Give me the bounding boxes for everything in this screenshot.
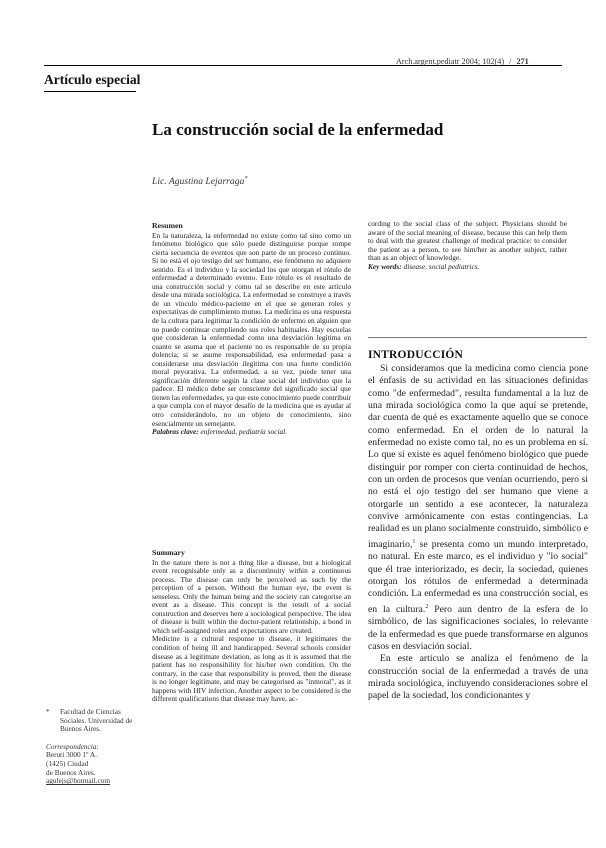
affiliation: Facultad de Ciencias Sociales. Universidad de Buenos Aires. bbox=[60, 707, 133, 734]
summary-keywords-label: Key words: bbox=[368, 261, 402, 271]
intro-body bbox=[368, 363, 588, 703]
summary-continuation: cording to the social class of the subject. Physicians should be aware of the social meaning of disease, because this can help them to deal with the greatest challenge of medical practice: to consider the patient as a person, to see him/her as another subject, rather than as an object of knowledge. bbox=[368, 219, 567, 263]
header-rule-left bbox=[44, 65, 388, 66]
summary-body: In the nature there is not a thing like a disease, but a biological event recognisable only as a discontinuity within a continuous process. The disease can only be perceived as such by the perception of a person. Without the human eye, the event is senseless. Only the human being and the society can categorise an event as a disease. This concept is the result of a social construction and deserves here a sociological perspective. The idea of disease is built within the doctor-patient relationship, a bond in which self-assigned roles and expectations are created. bbox=[152, 557, 351, 635]
intro-paragraph-2: En este artículo se analiza el fenómeno de la construcción social de la enfermedad a través de una mirada sociológica, incluyendo consideraciones sobre el papel de la sociedad, los condicionantes y bbox=[368, 653, 588, 702]
footnote bbox=[46, 708, 146, 786]
correspondence-label: Correspondencia: bbox=[46, 741, 99, 751]
summary-keywords: disease, social pediatrics. bbox=[403, 261, 480, 271]
ref-2: 2 bbox=[425, 603, 429, 610]
author-name: Lic. Agustina Lejarraga bbox=[152, 176, 245, 188]
summary-heading: Summary bbox=[152, 548, 185, 557]
journal-citation: Arch.argent.pediatr 2004; 102(4) bbox=[396, 57, 505, 66]
summary-body-2: Medicine is a cultural response to disease, it legitimates the condition of being ill and handicapped. Several schools consider disease as a legitimate deviation, as long as it is assumed that the patient has no responsibility for his/her own condition. On the contrary, in the case that responsibility is proved, then the disease is no longer legitimate, and may be categorised as "inmoral", as it happens with HIV infection. Another aspect to be considered is the different qualifications that disease may have, ac- bbox=[152, 634, 351, 704]
author-mark: * bbox=[244, 176, 248, 182]
abstract-english-continued bbox=[368, 220, 567, 271]
address-line-1: Beruti 3000 1º A. bbox=[46, 750, 97, 760]
resumen-body: En la naturaleza, la enfermedad no existe como tal sino como un fenómeno biológico que sólo puede distinguirse porque rompe cierta secuencia de eventos que son parte de un proceso continuo. Si no está el ojo testigo del ser humano, ese fenómeno no adquiere sentido. Es el individuo y la sociedad los que otorgan el rótulo de enfermedad a determinado evento. Este rótulo es el resultado de una construcción social y como tal se describe en este artículo desde una mirada sociológica. La enfermedad se construye a través de un vínculo médico-paciente en el que se generan roles y expectativas de cumplimiento mutuo. La medicina es una respuesta de la cultura para legitimar la condición de enfermo en alguien que no puede continuar cumpliendo sus roles habituales. Hay escuelas que consideran la enfermedad como una desviación legítima en cuanto se asuma que el paciente no es responsable de su propia dolencia; si se asume responsabilidad, esa enfermedad pasa a considerarse una desviación ilegítima con una fuerte condición moral peyorativa. La enfermedad, a su vez, puede tener una significación diferente según la clase social del individuo que la padece. El médico debe ser consciente del significado social que tienen las enfermedades, ya que este conocimiento puede contribuir a que cumpla con el mayor desafío de la medicina que es ayudar al otro considerándolo, no un objeto de conocimiento, sino esencialmente un semejante. bbox=[152, 230, 351, 428]
abstract-english bbox=[152, 549, 351, 704]
email-link[interactable]: agulejs@hotmail.com bbox=[46, 776, 111, 786]
intro-text-b: se presenta como un mundo interpretado, no natural. En este marco, es el individuo y "lo social" que él trae interiorizado, es decir, la sociedad, quienes otorgan los rótulos de enfermedad a determinada condición. La enfermedad es una construcción social, es en la cultura. bbox=[368, 539, 588, 615]
abstract-spanish bbox=[152, 222, 351, 437]
running-head bbox=[396, 57, 596, 66]
section-label: Artículo especial bbox=[44, 72, 141, 87]
intro-paragraph-1 bbox=[368, 363, 588, 653]
intro-rule bbox=[368, 337, 587, 338]
address-line-3: de Buenos Aires. bbox=[46, 767, 96, 777]
author bbox=[152, 176, 247, 187]
address-line-2: (1425) Ciudad bbox=[46, 758, 89, 768]
resumen-keywords-label: Palabras clave: bbox=[152, 427, 199, 437]
resumen-keywords: enfermedad, pediatría social. bbox=[200, 427, 288, 437]
ref-1: 1 bbox=[412, 538, 416, 545]
section-rule bbox=[44, 91, 136, 92]
article-title: La construcción social de la enfermedad bbox=[152, 120, 444, 139]
page-number: 271 bbox=[516, 57, 529, 66]
intro-text-a: Si consideramos que la medicina como ciencia pone el énfasis de su actividad en las situaciones definidas como "de enfermedad", resulta fundamental a la luz de una mirada sociológica como la que aquí se pretende, dar cuenta de qué es exactamente aquello que se conoce como enfermedad. En el orden de lo natural la enfermedad no existe como tal, no es un problema en sí. Lo que sí existe es aquel fenómeno biológico que puede distinguir por romper con cierta continuidad de hechos, con un orden de procesos que venían ocurriendo, pero si no está el ojo testigo del ser humano que viene a otorgarle un sentido a ese acontecer, la naturaleza convive armónicamente con estas contingencias. La realidad es un plano socialmente construido, simbólico e imaginario, bbox=[368, 363, 588, 551]
header-separator: / bbox=[509, 57, 512, 66]
resumen-heading: Resumen bbox=[152, 221, 183, 230]
footnote-mark: * bbox=[46, 707, 50, 716]
intro-heading: INTRODUCCIÓN bbox=[368, 349, 464, 361]
intro-text-c: Pero aun dentro de la esfera de lo simbólico, de las significaciones sociales, lo relevante de la enfermedad es que puede transformarse en algunos casos en desviación social. bbox=[368, 604, 588, 653]
correspondence bbox=[46, 743, 146, 786]
